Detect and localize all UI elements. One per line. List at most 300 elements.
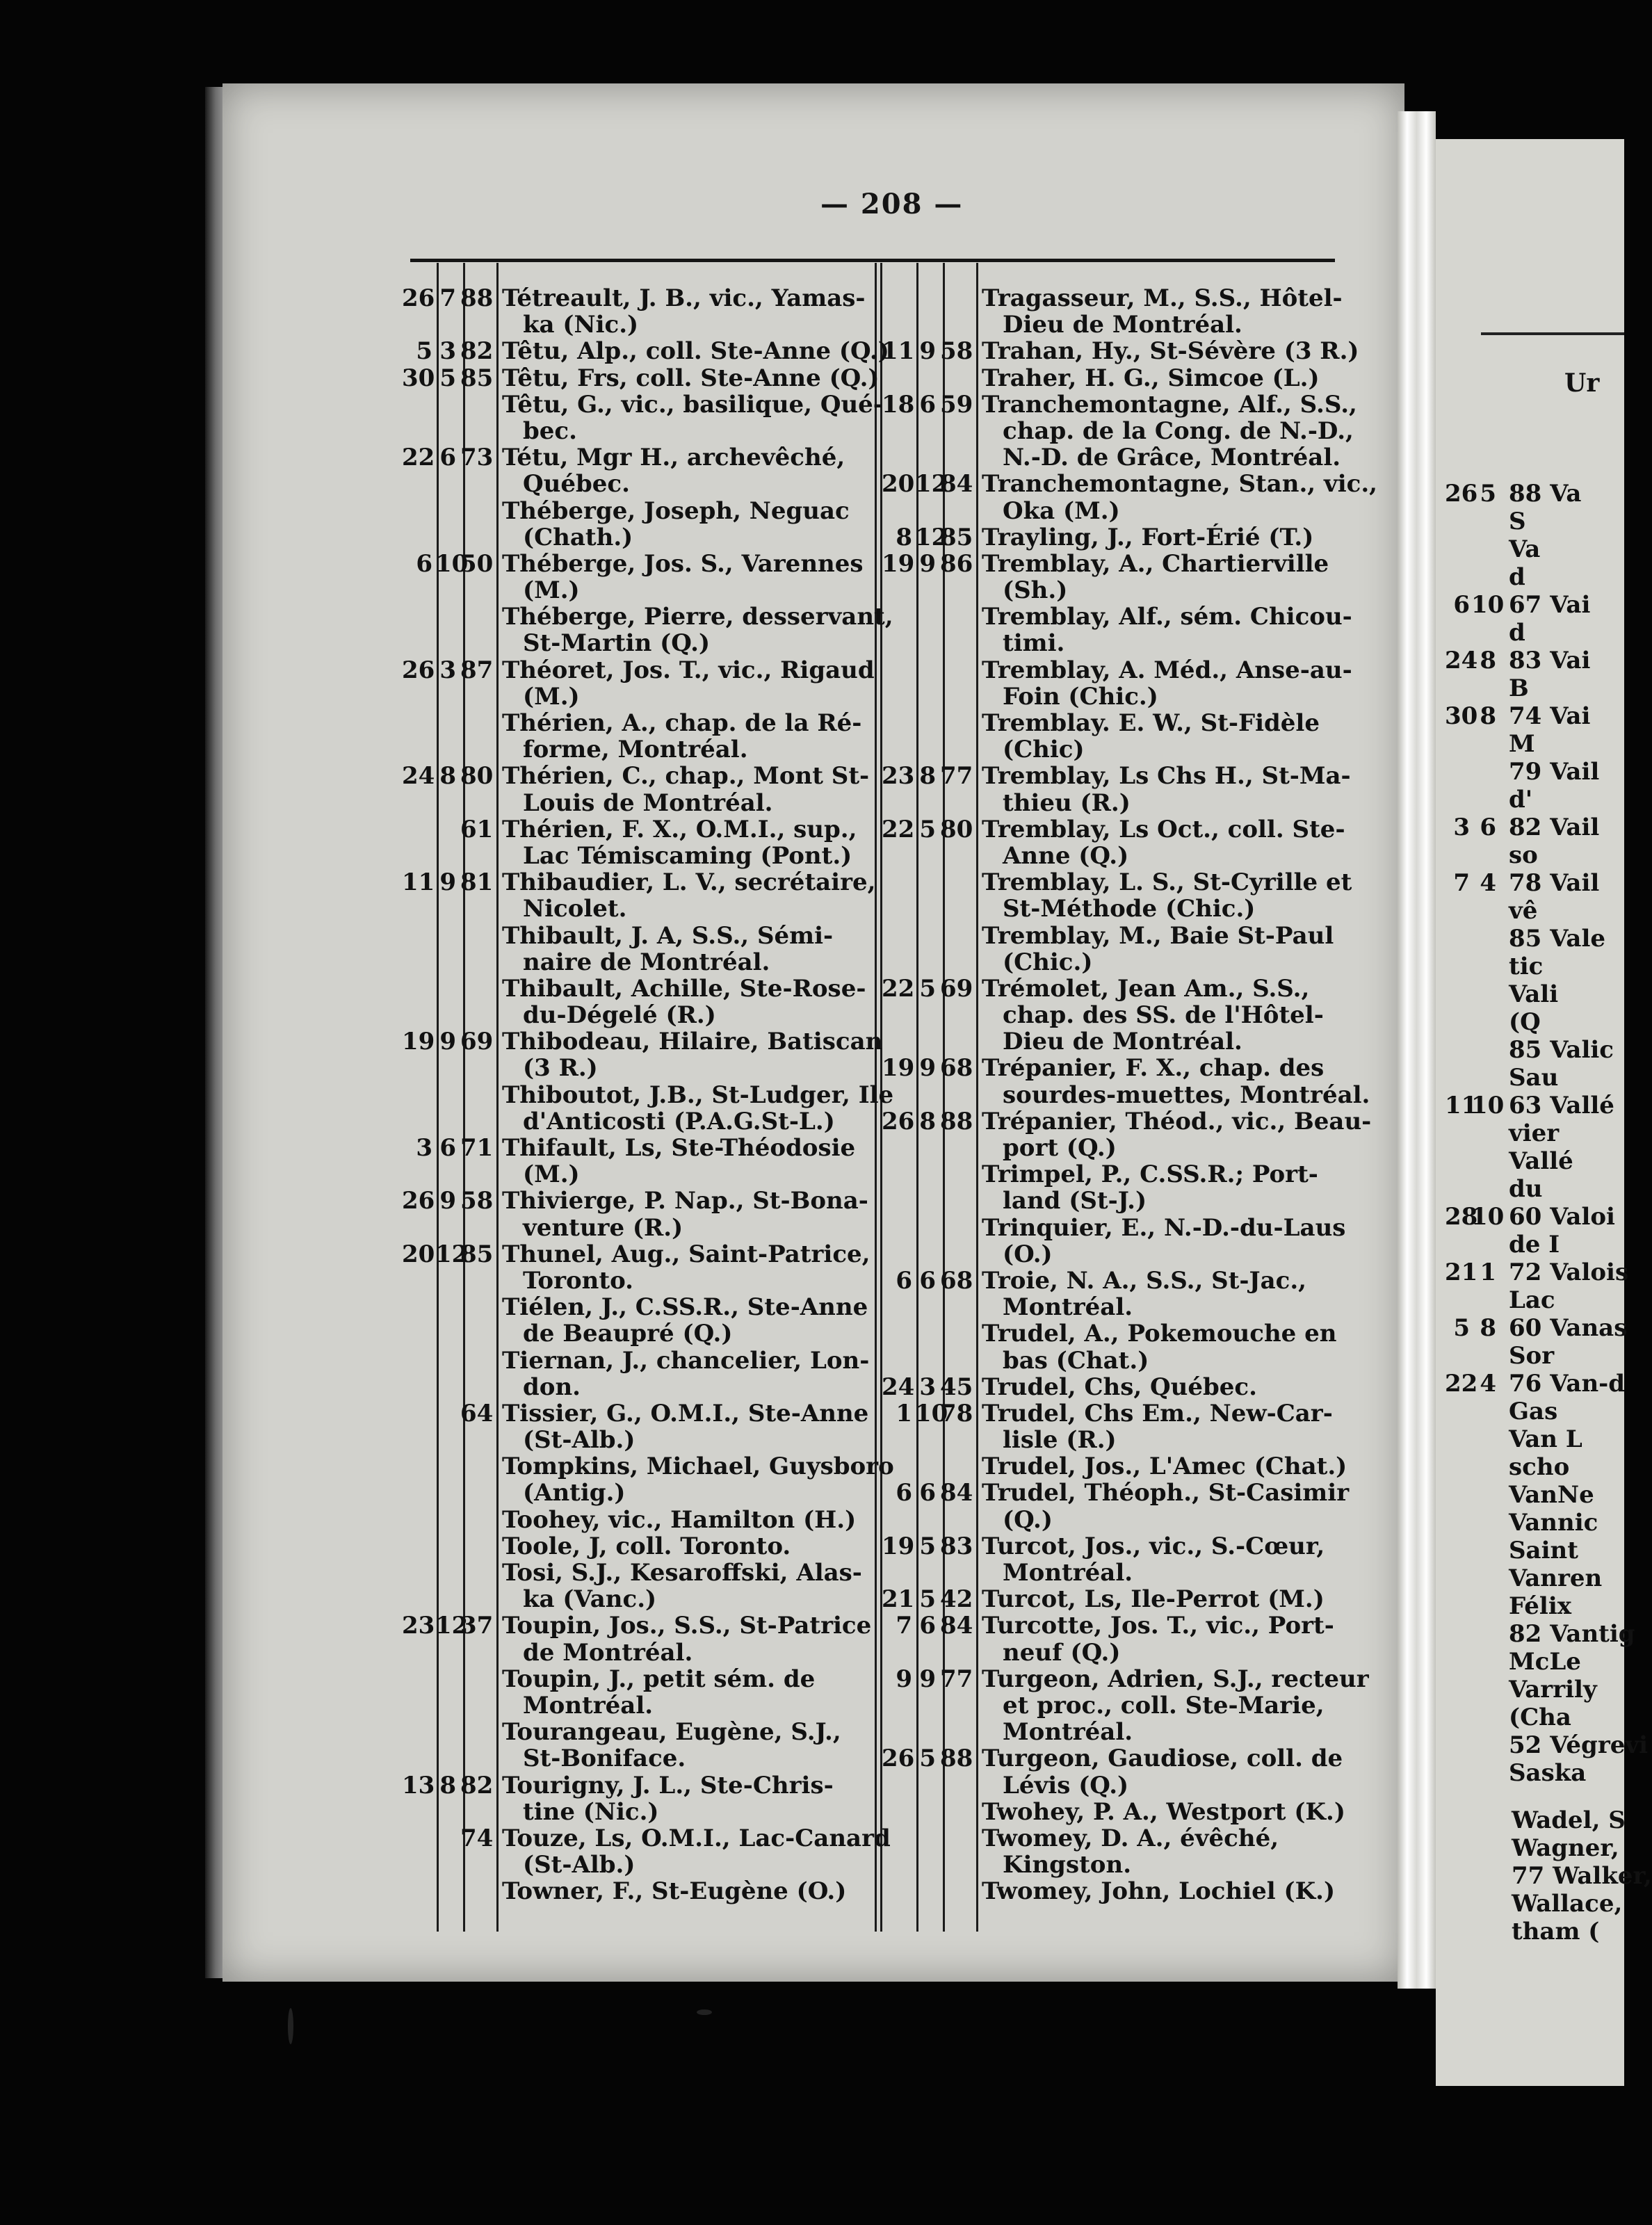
entry-line <box>402 1824 891 1852</box>
entry-text: Turcot, Ls, Ile-Perrot (M.) <box>982 1585 1325 1614</box>
entry-line <box>402 1480 875 1506</box>
year-number: 68 <box>940 1266 973 1295</box>
day-number: 18 <box>882 390 915 419</box>
entry-text: Turcotte, Jos. T., vic., Port- <box>982 1612 1334 1640</box>
year-number: 80 <box>460 762 494 791</box>
entry-line <box>402 1348 875 1374</box>
fragment-text: 74 Vai <box>1509 702 1591 730</box>
day-number: 11 <box>402 868 435 897</box>
entry-text: Anne (Q.) <box>1003 841 1129 870</box>
year-number: 42 <box>940 1585 973 1614</box>
fragment-text: Saint <box>1509 1537 1578 1564</box>
month-number: 9 <box>439 868 456 897</box>
entry-text: Thifault, Ls, Ste-Théodosie <box>502 1134 856 1162</box>
fragment-text: 82 Vantig <box>1509 1620 1635 1648</box>
month-number: 8 <box>1480 702 1496 730</box>
entry-text: Lévis (Q.) <box>1003 1771 1129 1799</box>
day-number: 6 <box>896 1266 912 1295</box>
day-number: 24 <box>882 1373 915 1401</box>
entry-text: (M.) <box>523 1160 580 1189</box>
month-number: 9 <box>919 337 936 366</box>
year-number: 69 <box>940 974 973 1003</box>
entry-text: Twomey, D. A., évêché, <box>982 1824 1279 1852</box>
entry-line <box>882 1852 1354 1878</box>
fragment-text: 63 Vallé <box>1509 1092 1614 1119</box>
entry-text: (O.) <box>1003 1240 1053 1268</box>
entry-line <box>882 763 1354 789</box>
entry-text: Tompkins, Michael, Guysboro <box>502 1453 894 1481</box>
entry-line <box>402 1161 875 1188</box>
entry-text: (St-Alb.) <box>523 1851 635 1879</box>
entry-line <box>402 763 875 789</box>
month-number: 8 <box>439 762 456 791</box>
right-column <box>882 284 1378 1906</box>
entry-text: Trinquier, E., N.-D.-du-Laus <box>982 1213 1346 1242</box>
entry-text: ka (Nic.) <box>523 311 639 339</box>
entry-text: Oka (M.) <box>1003 496 1120 525</box>
entry-text: (Chic.) <box>1003 948 1093 976</box>
entry-text: Thunel, Aug., Saint-Patrice, <box>502 1240 870 1268</box>
fragment-text: Vannic <box>1509 1509 1598 1537</box>
entry-text: de Montréal. <box>523 1638 693 1667</box>
entry-text: Lac Témiscaming (Pont.) <box>523 841 852 870</box>
fragment-text: scho <box>1509 1453 1570 1481</box>
entry-line <box>402 1453 894 1481</box>
day-number: 3 <box>1453 814 1470 841</box>
entry-text: Toole, J, coll. Toronto. <box>502 1532 791 1560</box>
entry-text: venture (R.) <box>523 1213 683 1242</box>
entry-text: Kingston. <box>1003 1851 1132 1879</box>
year-number: 85 <box>460 1240 494 1268</box>
fragment-text: Saska <box>1509 1759 1587 1787</box>
entry-text: (3 R.) <box>523 1054 598 1083</box>
month-number: 10 <box>1471 1203 1505 1231</box>
month-number: 3 <box>439 656 456 684</box>
entry-text: Tosi, S.J., Kesaroffski, Alas- <box>502 1559 862 1587</box>
entry-text: Têtu, Frs, coll. Ste-Anne (Q.) <box>502 364 880 392</box>
entry-text: lisle (R.) <box>1003 1426 1117 1455</box>
year-number: 74 <box>460 1824 494 1852</box>
year-number: 61 <box>460 815 494 843</box>
entry-text: Tremblay. E. W., St-Fidèle <box>982 709 1320 737</box>
month-number: 10 <box>435 549 469 578</box>
year-number: 80 <box>940 815 973 843</box>
entry-text: Montréal. <box>1003 1293 1133 1322</box>
entry-line <box>882 337 1359 366</box>
day-number: 6 <box>416 549 432 578</box>
entry-line <box>402 1400 875 1427</box>
entry-line <box>402 1878 875 1904</box>
entry-text: Thibault, J. A, S.S., Sémi- <box>502 921 834 950</box>
month-number: 6 <box>919 1479 936 1507</box>
entry-line <box>402 816 875 843</box>
entry-line <box>882 524 1354 551</box>
year-number: 82 <box>460 337 494 366</box>
day-number: 21 <box>1445 1259 1478 1286</box>
entry-text: Thiboutot, J.B., St-Ludger, Ile <box>502 1081 894 1109</box>
entry-line <box>402 1560 875 1586</box>
year-number: 77 <box>940 1665 973 1693</box>
entry-text: Tourangeau, Eugène, S.J., <box>502 1718 841 1747</box>
entry-line <box>882 1692 1354 1719</box>
entry-text: Trépanier, F. X., chap. des <box>982 1054 1325 1083</box>
entry-line <box>882 1055 1354 1081</box>
month-number: 8 <box>1480 647 1496 674</box>
month-number: 6 <box>919 1612 936 1640</box>
entry-text: Tremblay, M., Baie St-Paul <box>982 921 1334 950</box>
entry-text: St-Martin (Q.) <box>523 629 711 658</box>
entry-line <box>402 1666 875 1692</box>
day-number: 5 <box>416 337 432 366</box>
day-number: 20 <box>402 1240 435 1268</box>
fragment-text: 83 Vai <box>1509 647 1591 674</box>
day-number: 9 <box>896 1665 912 1693</box>
entry-text: Tourigny, J. L., Ste-Chris- <box>502 1771 834 1799</box>
fragment-text: 79 Vail <box>1509 758 1600 786</box>
month-number: 6 <box>439 444 456 472</box>
entry-text: Tranchemontagne, Alf., S.S., <box>982 390 1357 419</box>
year-number: 88 <box>940 1107 973 1135</box>
entry-line <box>882 1799 1354 1825</box>
entry-text: (Sh.) <box>1003 576 1068 605</box>
entry-text: port (Q.) <box>1003 1134 1117 1162</box>
fragment-text: 82 Vail <box>1509 814 1600 841</box>
fragment-text: d' <box>1509 786 1533 814</box>
entry-line <box>882 1320 1354 1347</box>
entry-text: Toupin, J., petit sém. de <box>502 1665 816 1693</box>
fragment-text: Va <box>1509 535 1541 563</box>
entry-text: Dieu de Montréal. <box>1003 1028 1242 1056</box>
entry-line <box>402 285 875 312</box>
month-number: 3 <box>919 1373 936 1401</box>
entry-text: Montréal. <box>523 1691 654 1720</box>
fragment-text: (Cha <box>1509 1704 1571 1731</box>
year-number: 88 <box>460 284 494 312</box>
entry-text: Tranchemontagne, Stan., vic., <box>982 470 1378 499</box>
day-number: 3 <box>416 1134 432 1162</box>
entry-text: Trahan, Hy., St-Sévère (3 R.) <box>982 337 1359 366</box>
entry-line <box>882 1480 1354 1506</box>
entry-line <box>402 312 875 338</box>
entry-text: d'Anticosti (P.A.G.St-L.) <box>523 1107 835 1135</box>
day-number: 6 <box>1453 591 1470 619</box>
entry-text: thieu (R.) <box>1003 788 1131 817</box>
entry-line <box>402 1612 875 1639</box>
entry-text: Tiélen, J., C.SS.R., Ste-Anne <box>502 1293 868 1322</box>
entry-text: Tremblay, Ls Oct., coll. Ste- <box>982 815 1345 843</box>
entry-text: Touze, Ls, O.M.I., Lac-Canard <box>502 1824 891 1852</box>
entry-line <box>402 1268 875 1294</box>
entry-text: Trimpel, P., C.SS.R.; Port- <box>982 1160 1318 1189</box>
entry-line <box>882 577 1354 604</box>
entry-line <box>882 498 1354 524</box>
fragment-text: Van L <box>1509 1425 1582 1453</box>
entry-text: Trudel, Chs Em., New-Car- <box>982 1399 1333 1427</box>
day-number: 30 <box>1445 702 1478 730</box>
entry-text: et proc., coll. Ste-Marie, <box>1003 1691 1325 1720</box>
day-number: 19 <box>882 1532 915 1560</box>
fragment-text: 76 Van-d <box>1509 1370 1626 1398</box>
entry-text: sourdes-muettes, Montréal. <box>1003 1081 1370 1109</box>
year-number: 84 <box>940 1479 973 1507</box>
entry-text: Tremblay, Alf., sém. Chicou- <box>982 603 1352 631</box>
fragment-text: Varrily <box>1509 1676 1597 1704</box>
entry-text: Trudel, Chs, Québec. <box>982 1373 1257 1401</box>
fragment-text: vê <box>1509 897 1538 925</box>
month-number: 3 <box>439 337 456 366</box>
entry-line <box>882 683 1354 710</box>
entry-text: (Chic) <box>1003 736 1085 764</box>
entry-line <box>402 390 883 419</box>
month-number: 9 <box>919 1665 936 1693</box>
entry-line <box>402 630 875 656</box>
ink-speck <box>697 2009 712 2015</box>
entry-text: Towner, F., St-Eugène (O.) <box>502 1877 847 1906</box>
month-number: 5 <box>919 1532 936 1560</box>
fragment-text: 88 Va <box>1509 480 1582 508</box>
entry-text: Turcot, Jos., vic., S.-Cœur, <box>982 1532 1325 1560</box>
entry-line <box>882 1348 1354 1374</box>
entry-line <box>882 1188 1354 1214</box>
entry-text: Têtu, Alp., coll. Ste-Anne (Q.) <box>502 337 889 366</box>
entry-text: (M.) <box>523 576 580 605</box>
year-number: 78 <box>940 1399 973 1427</box>
month-number: 5 <box>919 1585 936 1614</box>
month-number: 6 <box>1480 814 1496 841</box>
year-number: 84 <box>940 470 973 499</box>
entry-text: Toronto. <box>523 1266 634 1295</box>
entry-line <box>402 1188 875 1214</box>
entry-text: Tragasseur, M., S.S., Hôtel- <box>982 284 1343 312</box>
entry-text: N.-D. de Grâce, Montréal. <box>1003 444 1341 472</box>
ink-speck <box>288 2008 293 2044</box>
day-number: 19 <box>882 1054 915 1083</box>
month-number: 6 <box>919 390 936 419</box>
entry-line <box>882 736 1354 763</box>
entry-line <box>402 869 875 896</box>
day-number: 26 <box>882 1107 915 1135</box>
entry-text: timi. <box>1003 629 1065 658</box>
day-number: 1 <box>896 1399 912 1427</box>
book-gutter <box>1398 111 1436 1989</box>
entry-line <box>882 1878 1354 1904</box>
day-number: 28 <box>1445 1203 1478 1231</box>
entry-line <box>402 1108 875 1135</box>
day-number: 26 <box>402 284 435 312</box>
entry-text: chap. des SS. de l'Hôtel- <box>1003 1001 1324 1030</box>
entry-text: Twohey, P. A., Westport (K.) <box>982 1797 1345 1826</box>
entry-line <box>402 1081 894 1109</box>
entry-line <box>882 1665 1369 1693</box>
entry-line <box>882 976 1354 1002</box>
month-number: 5 <box>439 364 456 392</box>
entry-line <box>402 418 875 444</box>
entry-text: Traher, H. G., Simcoe (L.) <box>982 364 1320 392</box>
fragment-text: d <box>1509 563 1525 591</box>
entry-line <box>402 843 875 869</box>
fragment-text: vier <box>1509 1119 1560 1147</box>
entry-line <box>402 1055 875 1081</box>
entry-line <box>402 1507 875 1533</box>
month-number: 8 <box>919 762 936 791</box>
fragment-text: Sau <box>1509 1064 1559 1092</box>
entry-line <box>882 1533 1354 1560</box>
day-number: 19 <box>402 1028 435 1056</box>
entry-line <box>402 577 875 604</box>
entry-line <box>882 630 1354 656</box>
entry-text: Thibault, Achille, Ste-Rose- <box>502 974 866 1003</box>
entry-line <box>882 1241 1354 1268</box>
fragment-text: Vallé <box>1509 1147 1573 1175</box>
entry-text: Troie, N. A., S.S., St-Jac., <box>982 1266 1307 1295</box>
entry-text: Trudel, Jos., L'Amec (Chat.) <box>982 1453 1347 1481</box>
fragment-text: McLe <box>1509 1648 1581 1676</box>
day-number: 24 <box>1445 647 1478 674</box>
month-number: 10 <box>915 1399 948 1427</box>
entry-line <box>882 790 1354 816</box>
day-number: 6 <box>896 1479 912 1507</box>
entry-line <box>882 1612 1354 1639</box>
entry-line <box>402 1427 875 1453</box>
entry-text: Trayling, J., Fort-Érié (T.) <box>982 523 1314 551</box>
entry-text: Thérien, F. X., O.M.I., sup., <box>502 815 857 843</box>
fragment-text: de I <box>1509 1231 1560 1259</box>
year-number: 58 <box>940 337 973 366</box>
entry-line <box>402 1772 875 1799</box>
entry-line <box>402 1586 875 1612</box>
entry-text: Louis de Montréal. <box>523 788 773 817</box>
fragment-text: so <box>1509 841 1538 869</box>
entry-line <box>882 1453 1354 1480</box>
month-number: 8 <box>439 1771 456 1799</box>
entry-line <box>882 312 1354 338</box>
entry-line <box>882 470 1378 499</box>
month-number: 1 <box>1480 1259 1496 1286</box>
fragment-text: 52 Végrevi <box>1509 1731 1649 1759</box>
entry-line <box>402 683 875 710</box>
entry-text: naire de Montréal. <box>523 948 770 976</box>
fragment-text: 60 Valoi <box>1509 1203 1615 1231</box>
entry-text: (St-Alb.) <box>523 1426 635 1455</box>
fragment-text: 72 Valois <box>1509 1259 1629 1286</box>
entry-line <box>402 1799 875 1825</box>
year-number: 85 <box>460 364 494 392</box>
entry-text: Trudel, A., Pokemouche en <box>982 1320 1337 1348</box>
entry-line <box>402 337 889 366</box>
entry-line <box>882 949 1354 976</box>
entry-text: St-Méthode (Chic.) <box>1003 895 1256 923</box>
entry-line <box>402 1028 883 1056</box>
entry-line <box>402 896 875 922</box>
fragment-text: d <box>1509 619 1525 647</box>
month-number: 9 <box>919 549 936 578</box>
entry-text: chap. de la Cong. de N.-D., <box>1003 416 1354 445</box>
month-number: 5 <box>919 974 936 1003</box>
header-rule <box>410 259 1335 262</box>
entry-line <box>882 1719 1354 1745</box>
entry-line <box>882 1400 1354 1427</box>
year-number: 85 <box>940 523 973 551</box>
entry-text: Théberge, Pierre, desservant, <box>502 603 893 631</box>
day-number: 23 <box>402 1612 435 1640</box>
fragment-text: 85 Vale <box>1509 925 1605 953</box>
entry-line <box>882 1560 1354 1586</box>
entry-line <box>402 1745 875 1772</box>
entry-text: Dieu de Montréal. <box>1003 311 1242 339</box>
year-number: 86 <box>940 549 973 578</box>
entry-line <box>402 1640 875 1666</box>
entry-line <box>882 1215 1354 1241</box>
month-number: 8 <box>1480 1314 1496 1342</box>
fragment-text: M <box>1509 730 1535 758</box>
day-number: 21 <box>882 1585 915 1614</box>
entry-text: Thérien, A., chap. de la Ré- <box>502 709 862 737</box>
entry-line <box>882 1640 1354 1666</box>
entry-text: Thibodeau, Hilaire, Batiscan <box>502 1028 883 1056</box>
entry-text: du-Dégelé (R.) <box>523 1001 716 1030</box>
day-number: 26 <box>1445 480 1478 508</box>
fragment-text: 78 Vail <box>1509 869 1600 897</box>
entry-text: Théberge, Jos. S., Varennes <box>502 549 864 578</box>
year-number: 88 <box>940 1745 973 1773</box>
entry-text: bec. <box>523 416 577 445</box>
day-number: 22 <box>1445 1370 1478 1398</box>
fragment-text: VanNe <box>1509 1481 1594 1509</box>
entry-text: (Chath.) <box>523 523 633 551</box>
year-number: 45 <box>940 1373 973 1401</box>
entry-text: Théberge, Joseph, Neguac <box>502 496 850 525</box>
year-number: 73 <box>460 444 494 472</box>
entry-line <box>882 1507 1354 1533</box>
year-number: 59 <box>940 390 973 419</box>
entry-line <box>882 444 1354 471</box>
entry-line <box>402 364 880 392</box>
entry-line <box>882 923 1354 949</box>
month-number: 9 <box>439 1187 456 1215</box>
entry-text: don. <box>523 1373 581 1401</box>
fragment-text: B <box>1509 674 1529 702</box>
entry-text: Toupin, Jos., S.S., St-Patrice <box>502 1612 872 1640</box>
fragment-text: (Q <box>1509 1008 1541 1036</box>
fragment-text: Wadel, S <box>1512 1806 1626 1834</box>
entry-line <box>402 657 875 683</box>
month-number: 5 <box>919 815 936 843</box>
day-number: 26 <box>882 1745 915 1773</box>
fragment-text: Sor <box>1509 1342 1555 1370</box>
entry-line <box>402 1241 875 1268</box>
facing-page-header: Ur <box>1564 369 1600 398</box>
fragment-text: Wagner, <box>1512 1834 1619 1862</box>
entry-line <box>882 1002 1354 1028</box>
year-number: 68 <box>940 1054 973 1083</box>
entry-line <box>402 551 875 577</box>
entry-text: (Q.) <box>1003 1505 1053 1534</box>
entry-line <box>402 444 875 471</box>
fragment-text: 77 Walker, <box>1512 1862 1652 1890</box>
entry-line <box>882 1294 1354 1320</box>
fragment-text: 85 Valic <box>1509 1036 1614 1064</box>
entry-line <box>402 471 875 497</box>
entry-text: bas (Chat.) <box>1003 1346 1149 1375</box>
entry-text: Nicolet. <box>523 895 627 923</box>
entry-text: land (St-J.) <box>1003 1187 1147 1215</box>
entry-line <box>402 710 875 736</box>
left-column <box>402 284 894 1906</box>
fragment-text: S <box>1509 508 1526 535</box>
fragment-text: Gas <box>1509 1398 1558 1425</box>
day-number: 22 <box>882 815 915 843</box>
month-number: 10 <box>1471 591 1505 619</box>
